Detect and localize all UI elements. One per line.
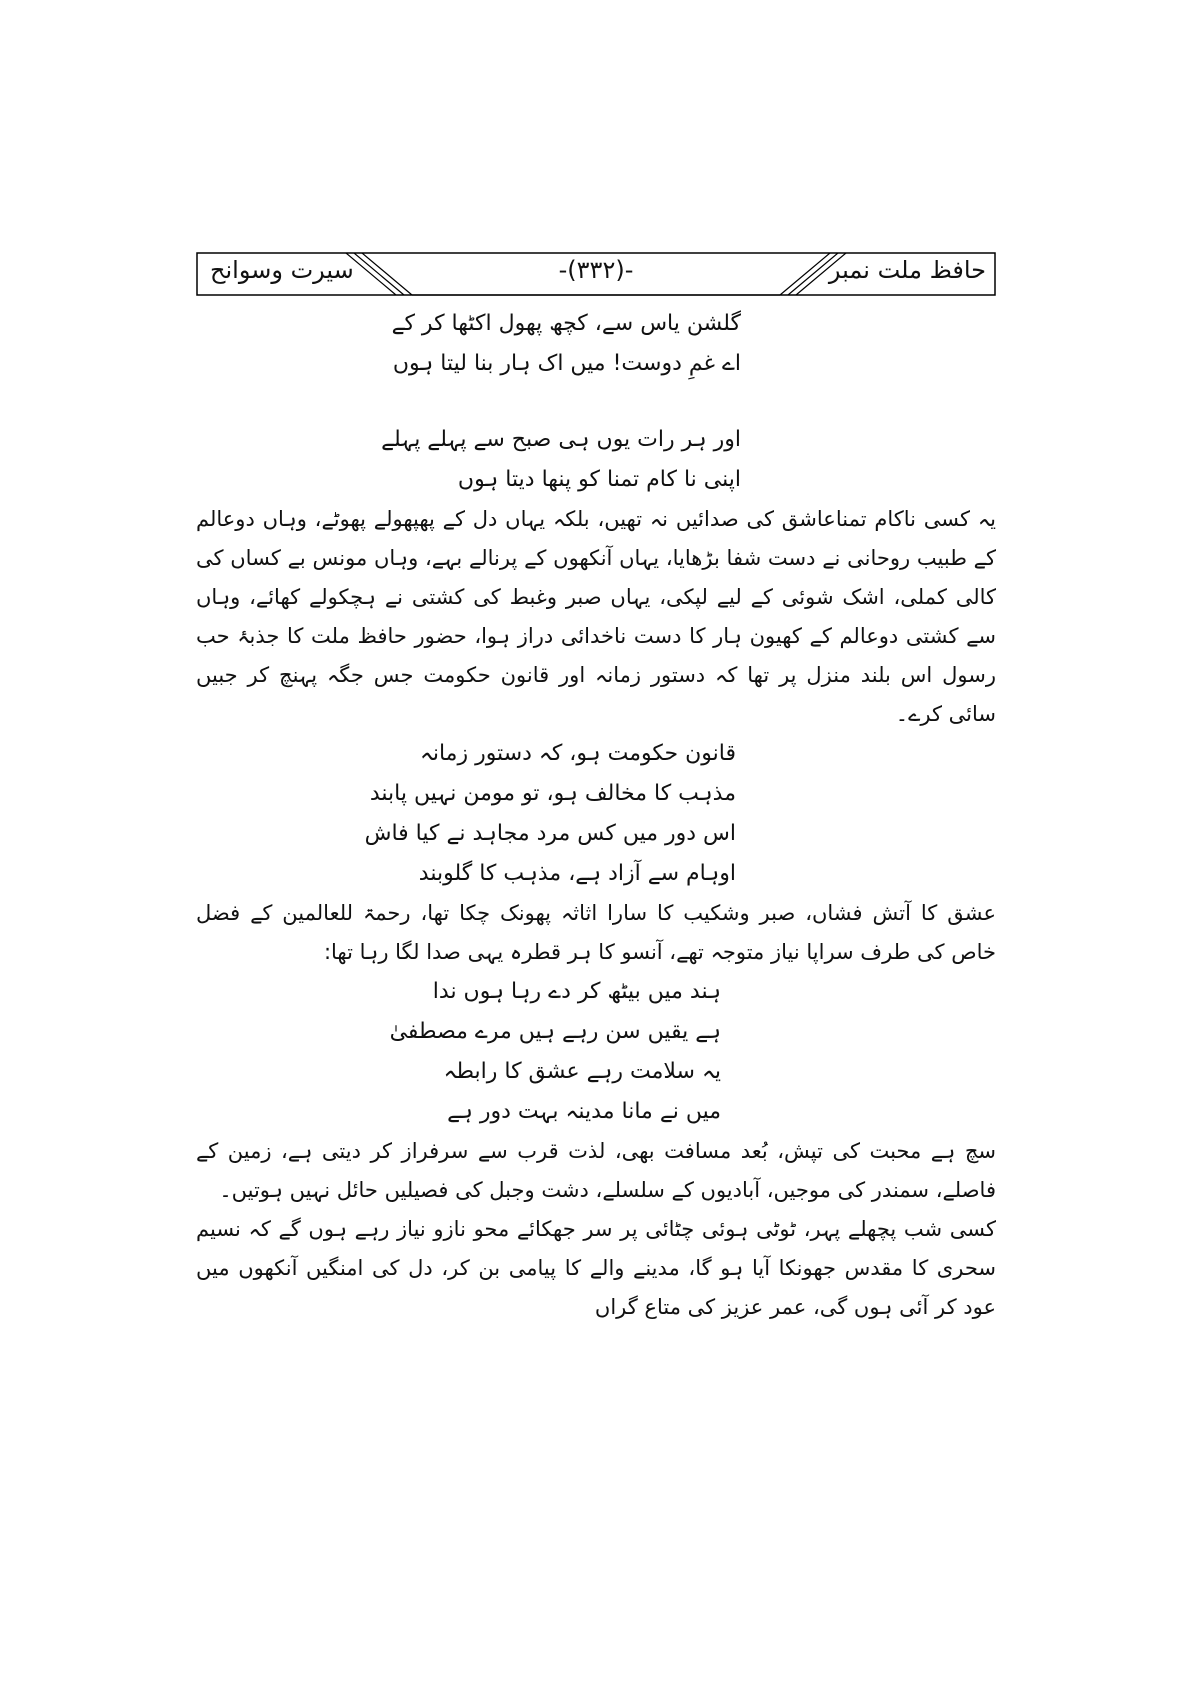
verse-line: مذہب کا مخالف ہو، تو مومن نہیں پابند [369,781,736,806]
verse-line: اے غمِ دوست! میں اک ہار بنا لیتا ہوں [392,351,741,376]
paragraph-4: کسی شب پچھلے پہر، ٹوٹی ہوئی چٹائی پر سر جھکائے محو نازو نیاز رہے ہوں گے کہ نسیم سحری کا مقدس جھونکا آیا ہو گا، مدینے والے کا پیامی بن کر، دل کی امنگیں آنکھوں میں عود کر آئی ہوں گی، عمر عزیز کی متاع گراں [196,1217,996,1319]
verse-stanza-3 [196,734,996,894]
verse-line: میں نے مانا مدینہ بہت دور ہے [447,1099,721,1124]
verse-line: اوہام سے آزاد ہے، مذہب کا گلوبند [418,861,736,886]
verse-line: اور ہر رات یوں ہی صبح سے پہلے پہلے [381,427,741,452]
verse-line: قانون حکومت ہو، کہ دستور زمانہ [419,741,736,766]
page-body [196,304,996,1327]
verse-line: یہ سلامت رہے عشق کا رابطہ [443,1059,721,1084]
header-section: سیرت وسوانح [210,256,354,284]
verse-line: ہے یقیں سن رہے ہیں مرے مصطفیٰ [389,1019,721,1044]
paragraph-3: سچ ہے محبت کی تپش، بُعد مسافت بھی، لذت قرب سے سرفراز کر دیتی ہے، زمین کے فاصلے، سمندر کی موجیں، آبادیوں کے سلسلے، دشت وجبل کی فصیلیں حائل نہیں ہوتیں۔ [196,1139,996,1202]
paragraph-2: عشق کا آتش فشاں، صبر وشکیب کا سارا اثاثہ پھونک چکا تھا، رحمۃ للعالمین کے فضل خاص کی طرف سراپا نیاز متوجہ تھے، آنسو کا ہر قطرہ یہی صدا لگا رہا تھا: [196,901,996,964]
verse-line: اس دور میں کس مرد مجاہد نے کیا فاش [364,821,736,846]
verse-line: اپنی نا کام تمنا کو پنھا دیتا ہوں [457,467,741,492]
verse-line: گلشن یاس سے، کچھ پھول اکٹھا کر کے [391,311,741,336]
verse-line: ہند میں بیٹھ کر دے رہا ہوں ندا [432,979,721,1004]
verse-stanza-1 [196,304,996,384]
header-title: حافظ ملت نمبر [828,256,986,284]
paragraph-1: یہ کسی ناکام تمناعاشق کی صدائیں نہ تھیں، بلکہ یہاں دل کے پھپھولے پھوٹے، وہاں دوعالم کے طبیب روحانی نے دست شفا بڑھایا، یہاں آنکھوں کے پرنالے بہے، وہاں مونس بے کساں کی کالی کملی، اشک شوئی کے لیے لپکی، یہاں صبر وغبط کی کشتی نے ہچکولے کھائے، وہاں سے کشتی دوعالم کے کھیون ہار کا دست ناخدائی دراز ہوا، حضور حافظ ملت کا جذبۂ حب رسول اس بلند منزل پر تھا کہ دستور زمانہ اور قانون حکومت جس جگہ پہنچ کر جبیں سائی کرے۔ [196,507,996,726]
verse-stanza-4 [196,972,996,1132]
page-number: -(۳۳۲)- [558,256,634,284]
page-header [196,252,996,296]
verse-stanza-2 [196,420,996,500]
